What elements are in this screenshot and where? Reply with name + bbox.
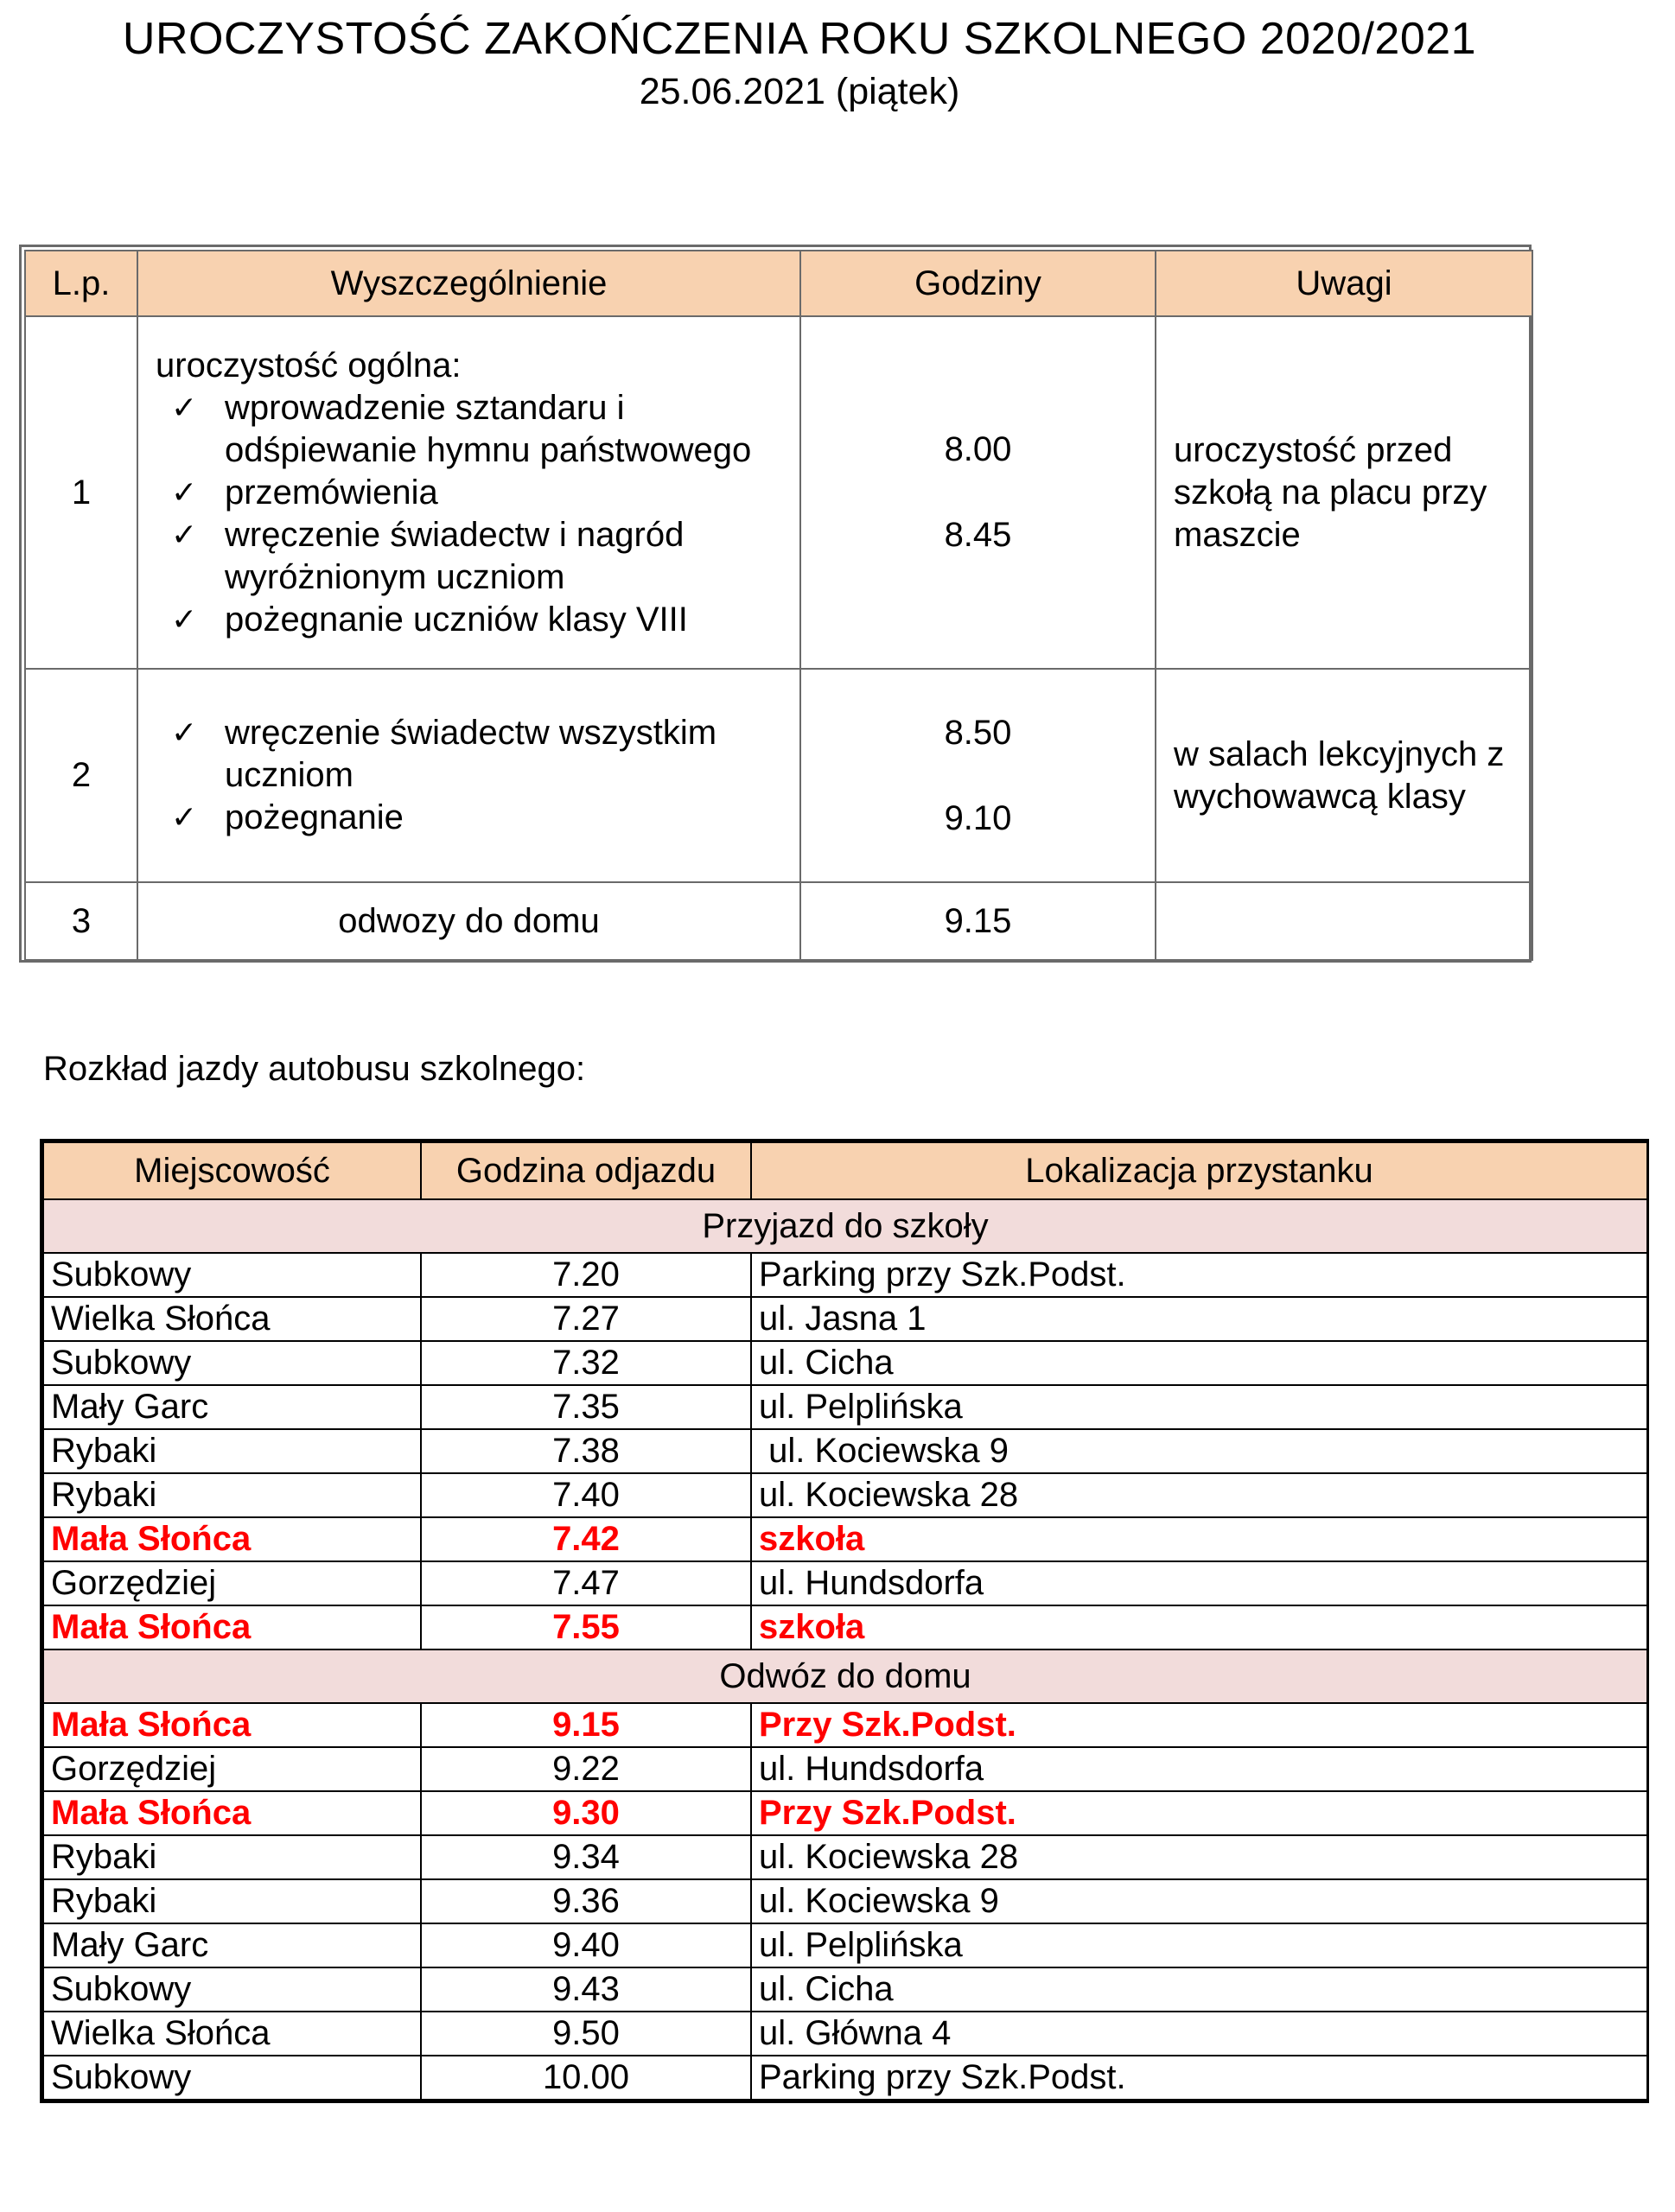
table-row [43, 1297, 1647, 1341]
cell-time: 9.30 [421, 1791, 751, 1835]
cell-place: Subkowy [43, 1341, 421, 1385]
cell-stop: szkoła [751, 1605, 1647, 1649]
table-row [43, 1517, 1647, 1561]
cell-place: Mała Słońca [43, 1605, 421, 1649]
table-row [43, 1879, 1647, 1923]
list-item: ✓ pożegnanie uczniów klasy VIII [225, 599, 799, 641]
col-header-details: Wyszczególnienie [137, 251, 800, 316]
cell-place: Mała Słońca [43, 1703, 421, 1747]
cell-time: 9.43 [421, 1967, 751, 2012]
list-item: ✓ wręczenie świadectw wszystkim uczniom [171, 714, 717, 794]
event-date: 25.06.2021 (piątek) [639, 71, 960, 112]
table-row [43, 1747, 1647, 1791]
row-details [137, 669, 800, 882]
cell-stop: ul. Kociewska 9 [751, 1879, 1647, 1923]
cell-place: Subkowy [43, 1967, 421, 2012]
cell-place: Wielka Słońca [43, 2012, 421, 2056]
hour-start: 8.50 [944, 713, 1012, 752]
cell-stop: ul. Kociewska 28 [751, 1473, 1647, 1517]
cell-place: Rybaki [43, 1473, 421, 1517]
cell-time: 7.40 [421, 1473, 751, 1517]
table-row [43, 1923, 1647, 1967]
row-number: 1 [25, 316, 137, 669]
checklist [156, 712, 799, 839]
cell-time: 7.38 [421, 1429, 751, 1473]
schedule-row [25, 882, 1532, 960]
cell-stop: Przy Szk.Podst. [751, 1703, 1647, 1747]
ceremony-schedule-table [19, 245, 1532, 963]
cell-time: 7.32 [421, 1341, 751, 1385]
section-label: Przyjazd do szkoły [43, 1199, 1647, 1253]
cell-time: 7.20 [421, 1253, 751, 1297]
check-icon: ✓ [171, 390, 198, 426]
cell-stop: ul. Hundsdorfa [751, 1747, 1647, 1791]
table-row [43, 1967, 1647, 2012]
cell-time: 9.22 [421, 1747, 751, 1791]
cell-place: Subkowy [43, 1253, 421, 1297]
cell-time: 9.50 [421, 2012, 751, 2056]
hour-end: 9.10 [944, 798, 1012, 837]
col-header-lp: L.p. [25, 251, 137, 316]
schedule-row [25, 669, 1532, 882]
list-item: ✓ wręczenie świadectw i nagród wyróżnionym uczniom [171, 515, 685, 596]
cell-stop: ul. Cicha [751, 1967, 1647, 2012]
section-row [43, 1649, 1647, 1703]
table-row [43, 2056, 1647, 2100]
cell-stop: ul. Jasna 1 [751, 1297, 1647, 1341]
list-item: ✓ przemówienia [225, 472, 799, 514]
cell-stop: Parking przy Szk.Podst. [751, 2056, 1647, 2100]
cell-stop: ul. Pelplińska [751, 1923, 1647, 1967]
row-notes: uroczystość przed szkołą na placu przy maszcie [1156, 316, 1532, 669]
check-icon: ✓ [171, 517, 198, 553]
cell-time: 9.40 [421, 1923, 751, 1967]
cell-time: 7.42 [421, 1517, 751, 1561]
schedule-header-row [25, 251, 1532, 316]
schedule-row [25, 316, 1532, 669]
page-title: UROCZYSTOŚĆ ZAKOŃCZENIA ROKU SZKOLNEGO 2020/2021 [122, 14, 1477, 64]
hour-start: 8.00 [944, 430, 1012, 468]
hour-end: 8.45 [944, 516, 1012, 554]
table-row [43, 1791, 1647, 1835]
cell-time: 9.34 [421, 1835, 751, 1879]
row-hours: 9.15 [800, 882, 1156, 960]
table-row [43, 1385, 1647, 1429]
cell-stop: Przy Szk.Podst. [751, 1791, 1647, 1835]
table-row [43, 1253, 1647, 1297]
cell-place: Rybaki [43, 1429, 421, 1473]
bus-schedule-table [40, 1139, 1649, 2103]
row-details [137, 316, 800, 669]
col-header-place: Miejscowość [43, 1142, 421, 1199]
cell-time: 9.15 [421, 1703, 751, 1747]
row-number: 2 [25, 669, 137, 882]
cell-place: Mały Garc [43, 1385, 421, 1429]
row-notes [1156, 882, 1532, 960]
table-row [43, 1473, 1647, 1517]
checklist [156, 387, 799, 641]
table-row [43, 1561, 1647, 1605]
row-notes: w salach lekcyjnych z wychowawcą klasy [1156, 669, 1532, 882]
list-item: ✓ pożegnanie [225, 797, 799, 839]
cell-time: 10.00 [421, 2056, 751, 2100]
cell-place: Gorzędziej [43, 1561, 421, 1605]
cell-place: Mały Garc [43, 1923, 421, 1967]
cell-place: Mała Słońca [43, 1517, 421, 1561]
section-label: Odwóz do domu [43, 1649, 1647, 1703]
table-row [43, 1835, 1647, 1879]
cell-time: 7.35 [421, 1385, 751, 1429]
check-icon: ✓ [171, 474, 198, 511]
row-hours [800, 669, 1156, 882]
cell-stop: ul. Kociewska 9 [751, 1429, 1647, 1473]
cell-stop: Parking przy Szk.Podst. [751, 1253, 1647, 1297]
row-details: odwozy do domu [137, 882, 800, 960]
check-icon: ✓ [171, 601, 198, 638]
section-row [43, 1199, 1647, 1253]
col-header-stop: Lokalizacja przystanku [751, 1142, 1647, 1199]
row-hours [800, 316, 1156, 669]
cell-stop: ul. Hundsdorfa [751, 1561, 1647, 1605]
cell-place: Rybaki [43, 1835, 421, 1879]
cell-stop: ul. Pelplińska [751, 1385, 1647, 1429]
check-icon: ✓ [171, 715, 198, 751]
bus-header-row [43, 1142, 1647, 1199]
cell-place: Rybaki [43, 1879, 421, 1923]
col-header-hours: Godziny [800, 251, 1156, 316]
bus-schedule-title: Rozkład jazdy autobusu szkolnego: [43, 1050, 586, 1088]
cell-stop: ul. Kociewska 28 [751, 1835, 1647, 1879]
row-number: 3 [25, 882, 137, 960]
check-icon: ✓ [171, 800, 198, 836]
cell-place: Gorzędziej [43, 1747, 421, 1791]
table-row [43, 2012, 1647, 2056]
col-header-departure: Godzina odjazdu [421, 1142, 751, 1199]
list-item: ✓ wprowadzenie sztandaru i odśpiewanie hymnu państwowego [171, 388, 752, 469]
cell-stop: ul. Cicha [751, 1341, 1647, 1385]
col-header-notes: Uwagi [1156, 251, 1532, 316]
table-row [43, 1605, 1647, 1649]
details-lead: uroczystość ogólna: [156, 346, 462, 385]
cell-place: Mała Słońca [43, 1791, 421, 1835]
table-row [43, 1341, 1647, 1385]
cell-stop: ul. Główna 4 [751, 2012, 1647, 2056]
cell-time: 7.47 [421, 1561, 751, 1605]
cell-stop: szkoła [751, 1517, 1647, 1561]
cell-time: 9.36 [421, 1879, 751, 1923]
cell-time: 7.27 [421, 1297, 751, 1341]
cell-place: Wielka Słońca [43, 1297, 421, 1341]
table-row [43, 1429, 1647, 1473]
cell-place: Subkowy [43, 2056, 421, 2100]
cell-time: 7.55 [421, 1605, 751, 1649]
table-row [43, 1703, 1647, 1747]
